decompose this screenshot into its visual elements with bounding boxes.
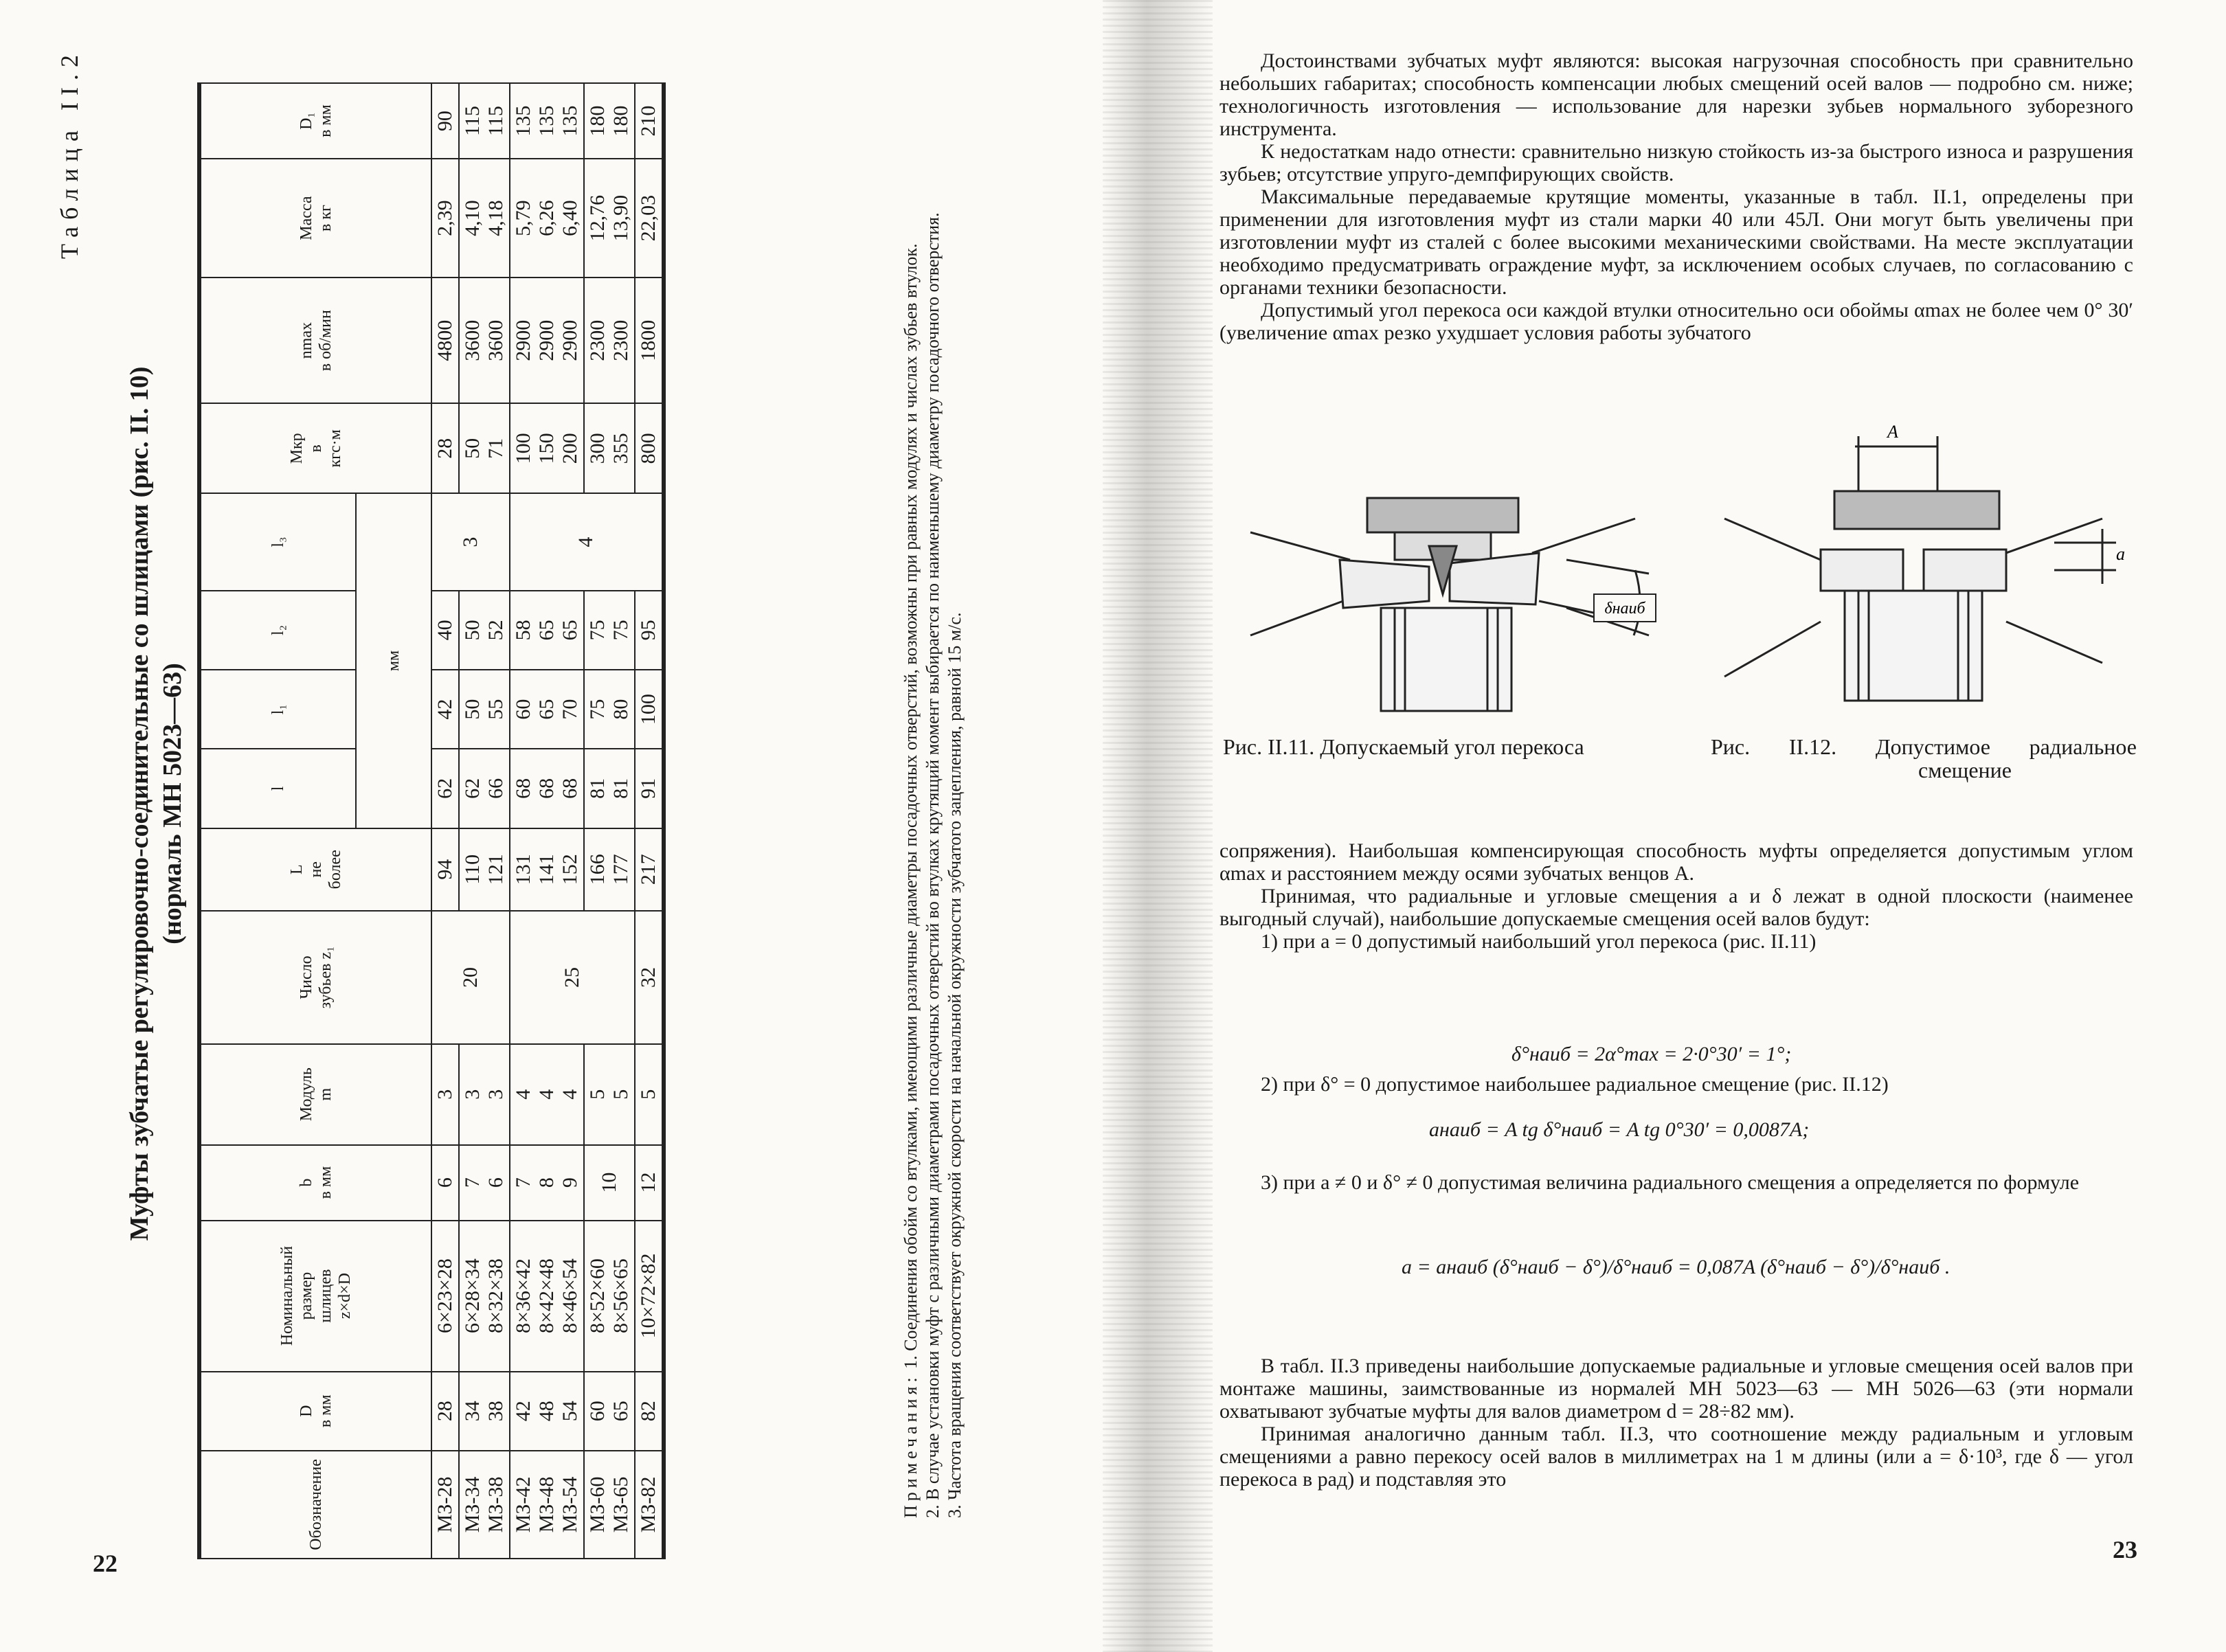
notes-lead: Примечания: <box>901 1373 921 1518</box>
table-row: МЗ-34 МЗ-38 34 38 6×28×34 8×32×38 7 6 3 3 110 121 62 66 50 55 50 52 50 71 3600 3600 4,10 4,18 115 115 <box>459 83 510 1559</box>
paragraph: Принимая, что радиальные и угловые смещения a и δ лежат в одной плоскости (наименее выгодный случай), наибольшие допускаемые смещения осей валов будут: <box>1219 885 2133 930</box>
paragraph: К недостаткам надо отнести: сравнительно низкую стойкость из-за быстрого износа и разрушения зубьев; отсутствие упруго-демпфирующих свойств. <box>1219 140 2133 185</box>
paragraph: В табл. II.3 приведены наибольшие допускаемые радиальные и угловые смещения осей валов при монтаже машины, заимствованные из нормалей МН 5023—63 — МН 5026—63 (эти нормали охватывают зубчатые муфты для валов диаметром d = 28÷82 мм). <box>1219 1355 2133 1423</box>
table-title: Муфты зубчатые регулировочно-соединительные со шлицами (рис. II. 10) <box>125 366 154 1241</box>
l3-merged-cell: 4 <box>510 493 664 590</box>
table-row: МЗ-28 28 6×23×28 6 3 20 94 62 42 40 3 28 4800 2,39 90 <box>431 83 459 1559</box>
col-module: Модуль m <box>199 1044 431 1145</box>
col-l: l <box>199 749 356 828</box>
formula-1: δ°наиб = 2α°max = 2·0°30′ = 1°; <box>1511 1043 1792 1065</box>
fig11-caption: Рис. II.11. Допускаемый угол перекоса <box>1223 734 1584 759</box>
paragraph: Принимая аналогично данным табл. II.3, что соотношение между радиальным и угловым смещениями a равно перекосу осей валов в миллиметрах на 1 м длины (или a = δ·10³, где δ — угол перекоса в рад) и подставляя это <box>1219 1423 2133 1491</box>
text-block-item2 <box>1219 1073 2133 1096</box>
fig12-A-label: A <box>1887 422 1898 442</box>
paragraph: сопряжения). Наибольшая компенсирующая способность муфты определяется допустимым углом αmax и расстоянием между осями зубчатых венцов A. <box>1219 839 2133 885</box>
text-block-top <box>1219 49 2133 344</box>
table-row: МЗ-42 МЗ-48 МЗ-54 42 48 54 8×36×42 8×42×48 8×46×54 7 8 9 4 4 4 25 131 141 152 68 68 68 60 65 70 58 65 65 4 100 150 200 2900 2900 2900 5,79 6,26 6,40 135 135 135 <box>510 83 584 1559</box>
col-l2: l₂ <box>199 591 356 670</box>
left-page-number: 22 <box>93 1550 117 1577</box>
note-2: 2. В случае установки муфт с различными диаметрами посадочных отверстий во втулках крутящий момент выбирается по наименьшему диаметру посадочного отверстия. <box>923 212 943 1518</box>
col-D1: D₁ в мм <box>199 83 431 159</box>
col-designation: Обозначение <box>199 1451 431 1559</box>
fig11-delta-label: δнаиб <box>1604 600 1645 618</box>
note-3: 3. Частота вращения соответствует окружной скорости на начальной окружности зубчатого зацепления, равной 15 м/с. <box>945 612 965 1518</box>
list-item: 1) при a = 0 допустимый наибольший угол перекоса (рис. II.11) <box>1261 930 1817 953</box>
col-l1: l₁ <box>199 670 356 749</box>
teeth-merged-cell: 20 <box>431 911 510 1044</box>
col-Mkr: Mкр в кгс·м <box>199 403 431 493</box>
fig12-caption-line1: Рис. II.12. Допустимое радиальное <box>1711 734 2137 759</box>
text-block-bottom <box>1219 1355 2133 1491</box>
fig12-a-label: a <box>2116 544 2125 564</box>
note-1: 1. Соединения обойм со втулками, имеющими различные диаметры посадочных отверстий, возможны при равных модулях и числах зубьев втулок. <box>901 243 921 1369</box>
paragraph: Максимальные передаваемые крутящие моменты, указанные в табл. II.1, определены при применении для изготовления муфт из стали марки 40 или 45Л. Они могут быть увеличены при изготовлении муфт из сталей с более высокими механическими свойствами. На месте эксплуатации необходимо предусматривать ограждение муфт, за исключением особых случаев, по согласованию с органами техники безопасности. <box>1219 185 2133 299</box>
text-block-item3 <box>1219 1171 2133 1194</box>
figure-ii-12 <box>1711 416 2137 711</box>
col-l3: l₃ <box>199 493 356 590</box>
col-D: D в мм <box>199 1372 431 1451</box>
teeth-merged-cell: 32 <box>635 911 664 1044</box>
table-row: МЗ-60 МЗ-65 60 65 8×52×60 8×56×65 10 5 5 166 177 81 81 75 80 75 75 300 355 2300 2300 12,76 13,90 180 180 <box>584 83 635 1559</box>
right-page <box>1113 0 2226 1652</box>
text-block-middle <box>1219 839 2133 953</box>
teeth-merged-cell: 25 <box>510 911 635 1044</box>
col-teeth: Число зубьев z₁ <box>199 911 431 1044</box>
table-subtitle: (нормаль МН 5023—63) <box>158 663 187 944</box>
table-row: МЗ-82 82 10×72×82 12 5 32 217 91 100 95 800 1800 22,03 210 <box>635 83 664 1559</box>
paragraph: Допустимый угол перекоса оси каждой втулки относительно оси обоймы αmax не более чем 0° 30′ (увеличение αmax резко ухудшает условия работы зубчатого <box>1219 299 2133 344</box>
col-mm-unit: мм <box>356 493 431 828</box>
list-item: 2) при δ° = 0 допустимое наибольшее радиальное смещение (рис. II.12) <box>1261 1073 1889 1096</box>
header-row <box>199 83 356 1559</box>
couplings-table <box>197 82 666 1559</box>
right-page-number: 23 <box>2113 1536 2137 1563</box>
col-nmax: nmax в об/мин <box>199 278 431 403</box>
list-item: 3) при a ≠ 0 и δ° ≠ 0 допустимая величина радиального смещения a определяется по формуле <box>1261 1171 2080 1194</box>
col-mass: Масса в кг <box>199 159 431 278</box>
formula-3: a = aнаиб (δ°наиб − δ°)/δ°наиб = 0,087A (δ°наиб − δ°)/δ°наиб . <box>1402 1256 1950 1278</box>
col-b: b в мм <box>199 1145 431 1221</box>
table-label: Таблица II.2 <box>56 48 83 259</box>
rotated-table-block <box>55 48 1086 1559</box>
table-notes <box>900 82 966 1559</box>
formula-2: aнаиб = A tg δ°наиб = A tg 0°30′ = 0,0087A; <box>1429 1118 1810 1141</box>
fig12-caption-line2: смещение <box>1918 758 2012 782</box>
col-L: L не более <box>199 828 431 911</box>
l3-merged-cell: 3 <box>431 493 510 590</box>
figure-ii-11 <box>1223 429 1663 732</box>
col-nominal: Номинальный размер шлицев z×d×D <box>199 1221 431 1372</box>
paragraph: Достоинствами зубчатых муфт являются: высокая нагрузочная способность при сравнительно небольших габаритах; способность компенсации любых смещений осей валов — подробно см. ниже; технологичность изготовления — использование для нарезки зубьев нормального зуборезного инструмента. <box>1219 49 2133 140</box>
